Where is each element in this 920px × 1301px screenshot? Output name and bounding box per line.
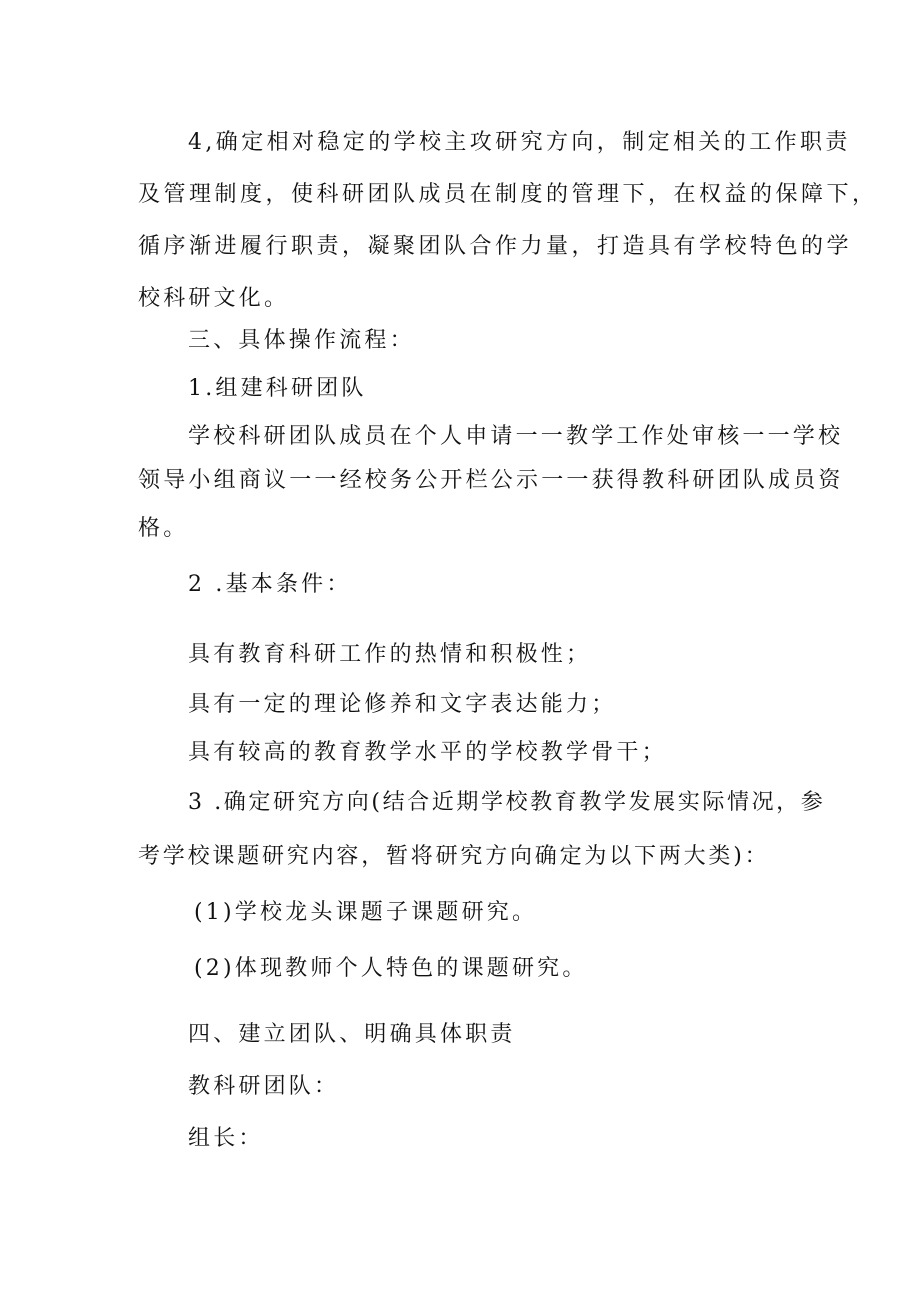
research-category-1: (1)学校龙头课题子课题研究。 [194,900,538,925]
team-label: 教科研团队： [188,1074,340,1099]
condition-item-2: 具有一定的理论修养和文字表达能力； [188,692,617,717]
section-heading-operation-process: 三、具体操作流程： [188,328,415,353]
subheading-basic-conditions: 2 .基本条件： [188,572,352,597]
paragraph-team-process-line-1: 学校科研团队成员在个人申请一一教学工作处审核一一学校 [188,424,844,449]
paragraph-research-scope-line-2: 考学校课题研究内容，暂将研究方向确定为以下两大类)： [138,844,770,869]
paragraph-research-direction-line-4: 校科研文化。 [138,286,290,311]
subheading-build-team: 1.组建科研团队 [188,376,367,401]
research-category-2: (2)体现教师个人特色的课题研究。 [194,956,588,981]
paragraph-research-scope-line-1: 3 .确定研究方向(结合近期学校教育教学发展实际情况，参 [188,790,826,815]
paragraph-research-direction-line-1: 4,确定相对稳定的学校主攻研究方向，制定相关的工作职责 [188,130,851,155]
paragraph-team-process-line-3: 格。 [138,516,189,541]
paragraph-research-direction-line-2: 及管理制度，使科研团队成员在制度的管理下，在权益的保障下， [138,182,878,207]
condition-item-3: 具有较高的教育教学水平的学校教学骨干； [188,740,667,765]
section-heading-team-duties: 四、建立团队、明确具体职责 [188,1022,516,1047]
paragraph-team-process-line-2: 领导小组商议一一经校务公开栏公示一一获得教科研团队成员资 [138,468,844,493]
condition-item-1: 具有教育科研工作的热情和积极性； [188,642,592,667]
leader-label: 组长： [188,1126,264,1151]
paragraph-research-direction-line-3: 循序渐进履行职责，凝聚团队合作力量，打造具有学校特色的学 [138,234,853,259]
